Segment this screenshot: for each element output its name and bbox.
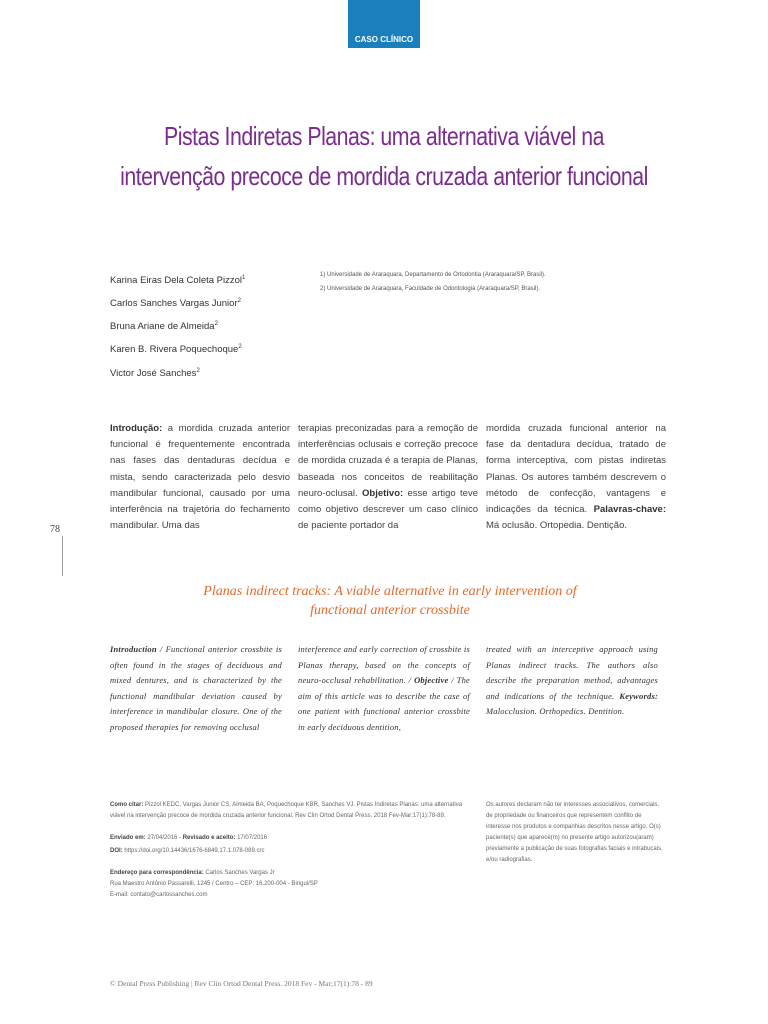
author: Bruna Ariane de Almeida$^2$ <box>110 321 218 333</box>
page-number-rule <box>62 536 63 576</box>
page-footer: © Dental Press Publishing | Rev Clin Ortod Dental Press. 2018 Fev - Mar;17(1):78 - 89 <box>110 979 373 988</box>
abstract-en-col-3: treated with an interceptive approach using Planas indirect tracks. The authors also describe the preparation method, advantages and indications of the technique. Keywords: Malocclusion. Orthopedics. Dentition. <box>486 644 658 716</box>
author: Karina Eiras Dela Coleta Pizzol$^1$ <box>110 275 246 287</box>
article-title <box>118 116 649 196</box>
title-line-2: intervenção precoce de mordida cruzada anterior funcional <box>120 161 648 191</box>
section-tag: CASO CLÍNICO <box>348 0 420 48</box>
disclosure-note: Os autores declaram não ter interesses associativos, comerciais, de propriedade ou financeiros que representem conflito de interesse nos produtos e companhias descritos nesse artigo. O(s) paciente(s) que aparece(m) no presente artigo autorizou(aram) previamente a publicação de suas fotografias faciais e intrabucais, e/ou radiografias. <box>486 802 663 863</box>
affiliation: 1) Universidade de Araraquara, Departamento de Ortodontia (Araraquara/SP, Brasil). <box>320 272 546 278</box>
correspondence: Endereço para correspondência: Carlos Sanches Vargas Jr Rua Maestro Antônio Passarelli, 1245 / Centro – CEP: 16.200-004 - Birigui/SP E-mail: contato@carlossanches.com <box>110 870 318 898</box>
title-line-1: Pistas Indiretas Planas: uma alternativa viável na <box>164 121 604 151</box>
author: Karen B. Rivera Poquechoque$^2$ <box>110 344 242 356</box>
abstract-en-col-2: interference and early correction of crossbite is Planas therapy, based on the concepts of neuro-occlusal rehabilitation. / Objective / The aim of this article was to describe the case of one patient with functional anterior crossbite in early deciduous dentition, <box>298 644 470 732</box>
article-metadata <box>110 800 470 912</box>
abstract-pt-col-2: terapias preconizadas para a remoção de interferências oclusais e correção precoce de mordida cruzada é a terapia de Planas, baseada nos conceitos de reabilitação neuro-oclusal. Objetivo: esse artigo teve como objetivo descrever um caso clínico de paciente portador da <box>298 423 478 532</box>
dates: Enviado em: 27/04/2016 - Revisado e aceito: 17/07/2016 <box>110 835 268 841</box>
doi[interactable]: DOI: https://doi.org/10.14436/1676-6849.17.1.078-089.crc <box>110 848 265 854</box>
author: Carlos Sanches Vargas Junior$^2$ <box>110 298 241 310</box>
english-title: Planas indirect tracks: A viable alternative in early intervention of functional anterior crossbite <box>203 584 577 618</box>
affiliations <box>320 268 546 296</box>
affiliation: 2) Universidade de Araraquara, Faculdade de Odontologia (Araraquara/SP, Brasil). <box>320 286 541 292</box>
email-link[interactable]: E-mail: contato@carlossanches.com <box>110 892 208 898</box>
page-number: 78 <box>50 524 60 535</box>
citation: Como citar: Pizzol KEDC, Vargas Junior CS, Almeida BA, Poquechoque KBR, Sanches VJ. Pistas Indiretas Planas: uma alternativa viável na intervenção precoce de mordida cruzada anterior funcional. Rev Clin Ortod Dental Press. 2018 Fev-Mar;17(1):78-89. <box>110 802 463 819</box>
author: Victor José Sanches$^2$ <box>110 367 200 379</box>
abstract-en-col-1: Introduction / Functional anterior crossbite is often found in the stages of deciduous and mixed dentures, and is characterized by the functional mandibular deviation caused by interference in mandibular closure. One of the proposed therapies for removing occlusal <box>110 644 282 732</box>
author-list <box>110 268 245 384</box>
abstract-pt-col-1: Introdução: a mordida cruzada anterior funcional é frequentemente encontrada nas fases das dentaduras decídua e mista, sendo caracterizada pelo desvio mandibular funcional, causado por uma interferência na trajetória do fechamento mandibular. Uma das <box>110 423 290 532</box>
abstract-pt-col-3: mordida cruzada funcional anterior na fase da dentadura decídua, tratado de forma interceptiva, com pistas indiretas Planas. Os autores também descrevem o método de confecção, vantagens e indicações da técnica. Palavras-chave: Má oclusão. Ortopedia. Dentição. <box>486 423 666 532</box>
